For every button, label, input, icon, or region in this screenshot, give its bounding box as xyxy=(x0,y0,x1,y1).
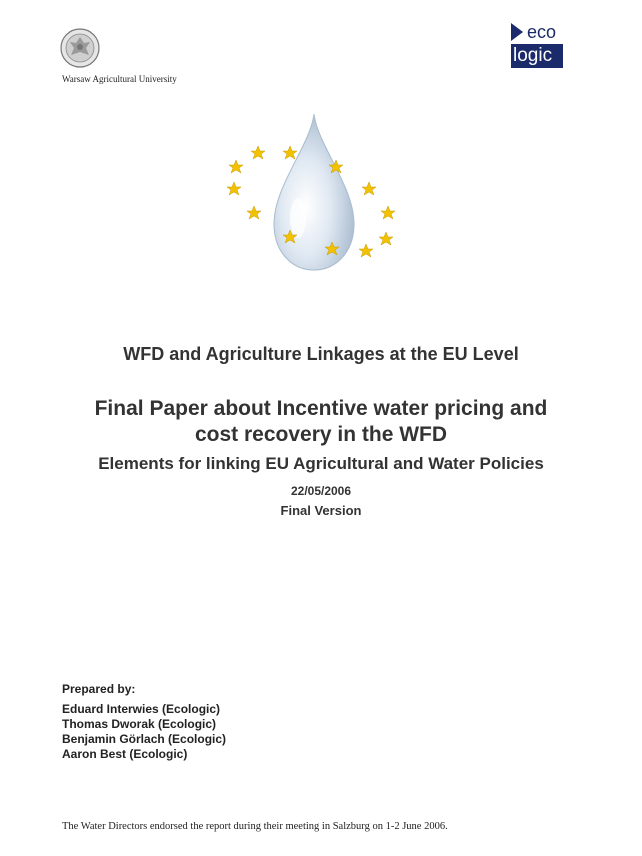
university-seal-icon xyxy=(60,28,100,68)
author-item: Eduard Interwies (Ecologic) xyxy=(62,702,221,716)
author-item: Benjamin Görlach (Ecologic) xyxy=(62,732,227,746)
document-date: 22/05/2006 xyxy=(290,484,352,498)
main-title xyxy=(0,396,642,448)
water-drop-icon xyxy=(214,106,414,282)
document-version: Final Version xyxy=(280,503,362,518)
author-item: Aaron Best (Ecologic) xyxy=(62,747,188,761)
subtitle: Elements for linking EU Agricultural and Water Policies xyxy=(98,454,544,473)
main-title-line-2: cost recovery in the WFD xyxy=(194,423,448,446)
footer-note: The Water Directors endorsed the report during their meeting in Salzburg on 1-2 June 2006. xyxy=(62,821,448,832)
university-name: Warsaw Agricultural University xyxy=(62,74,177,84)
document-heading: WFD and Agriculture Linkages at the EU Level xyxy=(123,344,519,364)
main-title-line-1: Final Paper about Incentive water pricing and xyxy=(94,397,548,420)
author-list xyxy=(62,702,226,762)
prepared-by-label: Prepared by: xyxy=(62,682,136,696)
ecologic-logo-eco: eco xyxy=(527,22,557,42)
ecologic-logo-logic: logic xyxy=(513,45,553,66)
author-item: Thomas Dworak (Ecologic) xyxy=(62,717,217,731)
ecologic-logo-arrow-icon xyxy=(511,23,523,41)
